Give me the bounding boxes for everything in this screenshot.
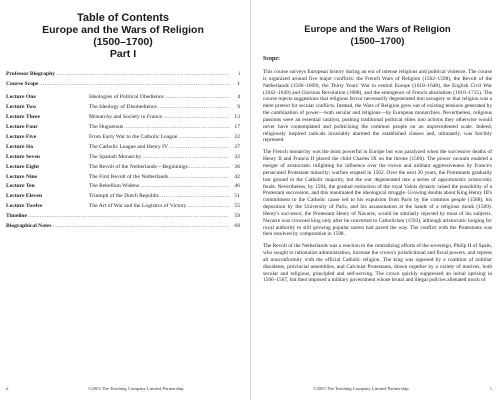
toc-entry-page: 22 [234, 133, 240, 140]
right-page [250, 0, 500, 400]
toc-entry[interactable] [6, 182, 240, 192]
toc-entry-label: Professor Biography [6, 71, 56, 77]
toc-leader-dots [56, 70, 229, 80]
toc-entry-label: Lecture Eleven [6, 193, 43, 200]
toc-entry-label: Lecture One [6, 93, 36, 100]
toc-entry-label: Lecture Five [6, 133, 37, 140]
toc-entry-page: 4 [237, 93, 240, 100]
toc-leader-dots [124, 123, 229, 133]
scope-label: Scope: [263, 56, 280, 62]
toc-entry-label: Lecture Eight [6, 163, 39, 170]
toc-entry[interactable] [6, 153, 240, 163]
toc-entry-page: 51 [234, 193, 240, 200]
toc-leader-dots [169, 143, 229, 153]
toc-entry-title: The Art of War and the Logistics of Victory [89, 203, 187, 210]
toc-entry[interactable] [6, 143, 240, 153]
toc-heading [6, 12, 240, 60]
toc-entry[interactable] [6, 192, 240, 202]
toc-entry-title: Monarchy and Society in France [89, 113, 163, 120]
toc-entry[interactable] [6, 93, 240, 103]
toc-entry[interactable] [6, 70, 240, 80]
toc-entry-label: Timeline [6, 213, 28, 220]
toc-leader-dots [53, 222, 229, 232]
scope-heading [263, 24, 492, 47]
toc-entry-label: Lecture Two [6, 103, 36, 110]
scope-body [263, 69, 492, 284]
toc-entry[interactable] [6, 173, 240, 183]
toc-entry-label: Lecture Three [6, 113, 41, 120]
toc-leader-dots [158, 103, 229, 113]
right-page-number: 1 [489, 386, 492, 391]
toc-entry[interactable] [6, 222, 240, 232]
scope-paragraph-2: The French monarchy was the most powerful in Europe but was paralyzed when the successive deaths of Henry II and Francis II placed the child Charles IX on the throne (1560). The power vacuum enabled a merger of aristocratic infighting for influence over the crown and militant aggressiveness by France's persecuted Protestant minority; warfare erupted in 1562. Over the next 20 years, the Protestants gradually lost ground to the Catholic majority, but the war degenerated into a series of opportunistic aristocratic feuds. Nevertheless, by 1584, the gradual extinction of the royal Valois dynasty raised the possibility of a Protestant succession, and this reanimated the ideological struggle. Growing doubts about King Henry III's commitment to the Catholic cause led to his expulsion from Paris by the common people (1588), his deposition by the University of Paris, and his assassination at the hands of a religious monk (1589). Henry's successor, the Protestant Henry of Navarre, would be similarly rejected by most of his subjects. Navarre was crowned king only after he converted to Catholicism (1593), although aristocratic longing for royal authority to still growing popular unrest had paved the way. The conflict with the Protestants was then resolved by compromise in 1598. [263, 149, 492, 238]
toc-entry-label: Lecture Twelve [6, 203, 43, 210]
toc-entry-title: The Catholic League and Henry IV [89, 143, 169, 150]
toc-entry-page: 55 [234, 203, 240, 210]
toc-entry-title: Ideologies of Political Obedience [89, 93, 164, 100]
toc-entry-page: 1 [237, 80, 240, 87]
toc-entry-title: The Rebellion Widens [89, 183, 140, 190]
course-part: Part I [109, 48, 137, 60]
toc-entry-page: 17 [234, 123, 240, 130]
toc-entry-label: Lecture Four [6, 123, 38, 130]
toc-list [6, 70, 240, 232]
scope-course-dates: (1500–1700) [350, 35, 405, 47]
toc-entry-page: 32 [234, 153, 240, 160]
toc-leader-dots [160, 192, 229, 202]
toc-leader-dots [39, 80, 229, 90]
course-title: Europe and the Wars of Religion [42, 24, 204, 36]
toc-leader-dots [28, 212, 229, 222]
toc-leader-dots [142, 153, 229, 163]
toc-leader-dots [140, 182, 229, 192]
toc-entry-title: The Revolt of the Netherlands—Beginnings [89, 163, 188, 170]
toc-entry[interactable] [6, 123, 240, 133]
toc-leader-dots [169, 173, 229, 183]
scope-paragraph-3: The Revolt of the Netherlands was a reaction to the centralizing efforts of the sovereign, Philip II of Spain, who sought to rationalize administration, increase the crown's jurisdictional and fiscal powers, and repress all nonconformity with the official Catholic religion. The king was opposed by a coalition of nobiliar dissidents, provincial assemblies, and Calvinist Protestants, drawn together by a variety of motives, both secular and religious, principled and self-serving. The crown quickly suppressed an initial uprising in 1566–1567, but then imposed a military government whose brutal and illegal policies alienated much of [263, 243, 492, 284]
toc-leader-dots [165, 93, 229, 103]
toc-leader-dots [163, 113, 229, 123]
toc-entry[interactable] [6, 113, 240, 123]
scope-course-title: Europe and the Wars of Religion [304, 24, 451, 35]
toc-entry-page: 13 [234, 113, 240, 120]
scope-paragraph-1: This course surveys European history during an era of intense religious and political violence. The course is organized around five major conflicts: the French Wars of Religion (1562–1598), the Revolt of the Netherlands (1566–1609), the Thirty Years' War in central Europe (1618–1648), the English Civil War (1642–1649) and Glorious Revolution (1688), and the emergence of French absolutism (1610–1715). The course rejects suggestions that religious fervor necessarily degenerated into savagery or that religion was a mere pretext for secular conflicts. Instead, the Wars of Religion grew out of existing tensions generated by the combination of power—both secular and religious—by European monarchies. Nevertheless, religious passions were an essential catalyst, pushing traditional political elites into actions they otherwise would never have contemplated and politicizing the common people on an unprecedented scale. Indeed, religiously inspired radicals invariably alarmed the established classes and, ultimately, was forcibly repressed. [263, 69, 492, 144]
toc-leader-dots [178, 133, 229, 143]
toc-entry-label: Lecture Nine [6, 173, 38, 180]
toc-leader-dots [188, 202, 230, 212]
toc-entry-label: Lecture Ten [6, 183, 35, 190]
toc-entry[interactable] [6, 80, 240, 90]
toc-entry[interactable] [6, 163, 240, 173]
toc-entry[interactable] [6, 103, 240, 113]
toc-entry-page: 59 [234, 213, 240, 220]
toc-entry-title: From Early War to the Catholic League [89, 133, 178, 140]
toc-entry-title: The Ideology of Disobedience [89, 103, 157, 110]
toc-leader-dots [189, 163, 229, 173]
toc-entry[interactable] [6, 133, 240, 143]
toc-entry-page: i [238, 71, 240, 77]
toc-entry-title: The First Revolt of the Netherlands [89, 173, 169, 180]
toc-entry-title: The Huguenots [89, 123, 124, 130]
toc-entry-page: 36 [234, 163, 240, 170]
toc-title: Table of Contents [76, 12, 170, 24]
course-dates: (1500–1700) [93, 36, 153, 48]
toc-entry-page: 46 [234, 183, 240, 190]
toc-entry-label: Course Scope [6, 80, 39, 87]
left-page-copyright: ©2003 The Teaching Company Limited Partnership [88, 386, 184, 391]
left-page-number: ii [6, 386, 9, 391]
toc-entry-label: Lecture Six [6, 143, 34, 150]
toc-entry-page: 9 [237, 103, 240, 110]
toc-entry-page: 42 [234, 173, 240, 180]
toc-entry-label: Lecture Seven [6, 153, 40, 160]
toc-entry-page: 27 [234, 143, 240, 150]
right-page-copyright: ©2003 The Teaching Company Limited Partnership [313, 386, 409, 391]
toc-entry[interactable] [6, 212, 240, 222]
toc-entry-page: 68 [234, 223, 240, 230]
toc-entry[interactable] [6, 202, 240, 212]
toc-entry-title: Triumph of the Dutch Republic [89, 193, 160, 200]
toc-entry-label: Biographical Notes [6, 223, 52, 230]
toc-entry-title: The Spanish Monarchy [89, 153, 142, 160]
